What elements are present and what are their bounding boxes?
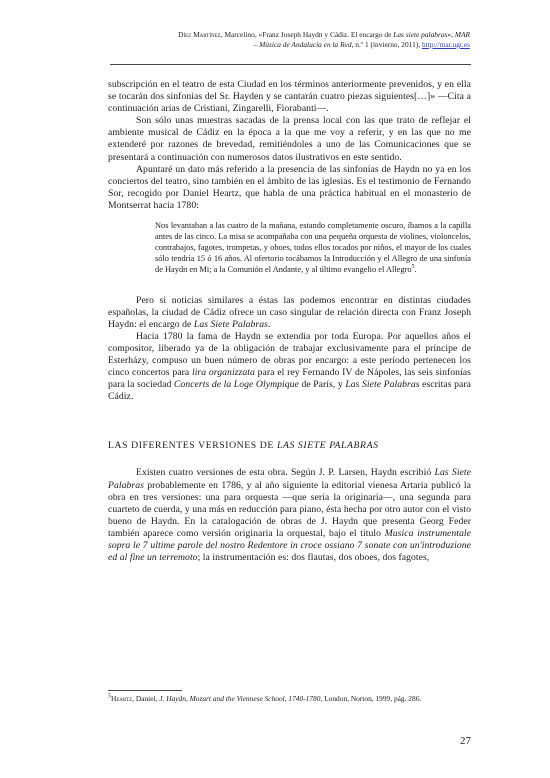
paragraph-3: Apuntaré un dato más referido a la presencia de las sinfonías de Haydn no ya en los conciertos del teatro, sino también en el ámbito de las iglesias. Es el testimonio de Fernando Sor, recogido por Daniel Heartz, que habla de una práctica habitual en el monasterio de Montserrat hacia 1780: [108,163,471,211]
paragraph-5: Hacia 1780 la fama de Haydn se extendía por toda Europa. Por aquellos años el compositor, liberado ya de la obligación de trabajar exclusivamente para el príncipe de Esterházy, compuso un buen número de obras por encargo: a este período pertenecen los cinco concertos para lira organizzata para el rey Fernando IV de Nápoles, las seis sinfonías para la sociedad Concerts de la Loge Olympique de París, y Las Siete Palabras escritas para Cádiz. [108,330,471,403]
paragraph-1: subscripción en el teatro de esta Ciudad en los términos anteriormente prevenidos, y en ella se tocarán dos sinfonías del Sr. Hayden y se cantarán cuatro piezas siguientes[…]» —Cita a continuación arias de Cristiani, Zingarelli, Fiorabanti—. [108,79,471,115]
footnote-author: Heartz [111,694,133,703]
paragraph-2: Son sólo unas muestras sacadas de la prensa local con las que trato de reflejar el ambiente musical de Cádiz en la época a la que me voy a referir, y en las que no me extenderé por razones de brevedad, remitiéndoles a uno de las Comunicaciones que se presentará a continuación con numerosos datos ilustrativos en este sentido. [108,115,471,163]
journal-link[interactable]: http://mar.ugr.es [421,40,470,49]
section-heading: LAS DIFERENTES VERSIONES DE LAS SIETE PALABRAS [108,440,379,452]
header-divider [110,64,471,65]
header-line-2: – Música de Andalucía en la Red, n.º 1 (invierno, 2011), http://mar.ugr.es [253,40,470,49]
header-line-1: Díez Martínez, Marcelino, «Franz Joseph Haydn y Cádiz. El encargo de Las siete palabras», MAR [178,30,470,39]
running-header [110,30,470,50]
header-journal: MAR [454,30,470,39]
footnote: $^5$Heartz, Daniel, J. Haydn, Mozart and the Viennese School, 1740-1780, London, Norton, 1999, pág. 286. [108,693,422,703]
main-text [108,79,471,564]
paragraph-6: Existen cuatro versiones de esta obra. Según J. P. Larsen, Haydn escribió Las Siete Palabras probablemente en 1786, y al año siguiente la editorial vienesa Artaria publicó la obra en tres versiones: una para orquesta —que sería la originaria—, una segunda para cuarteto de cuerda, y una más en reducción para piano, ésta hecha por otro autor con el visto bueno de Haydn. En la catalogación de obras de J. Haydn que presenta Georg Feder también aparece como versión originaria la orquestal, bajo el título Musica instrumentale sopra le 7 ultime parole del nostro Redentore in croce ossiano 7 sonate con un'introduzione ed al fine un terremoto; la instrumentación es: dos flautas, dos oboes, dos fagotes, [108,467,472,564]
footnote-ref[interactable]: 5 [411,263,415,270]
block-quote: Nos levantaban a las cuatro de la mañana, estando completamente oscuro, íbamos a la capilla antes de las cinco. La misa se acompañaba con una pequeña orquesta de violines, violoncelos, contrabajos, fagotes, trompetas, y oboes, todos ellos tocados por niños, el mayor de los cuales sólo tendría 15 ó 16 años. Al ofertorio tocábamos la Introducción y el Allegro de una sinfonía de Haydn en Mi; a la Comunión el Andante, y al último evangelio el Allegro$^5$. [155,221,471,274]
header-author: Díez Martínez [178,30,221,39]
page-number: 27 [460,735,471,747]
footnote-divider [108,690,182,691]
paragraph-4: Pero si noticias similares a éstas las podemos encontrar en distintas ciudades españolas, la ciudad de Cádiz ofrece un caso singular de relación directa con Franz Joseph Haydn: el encargo de Las Siete Palabras. [108,294,471,330]
